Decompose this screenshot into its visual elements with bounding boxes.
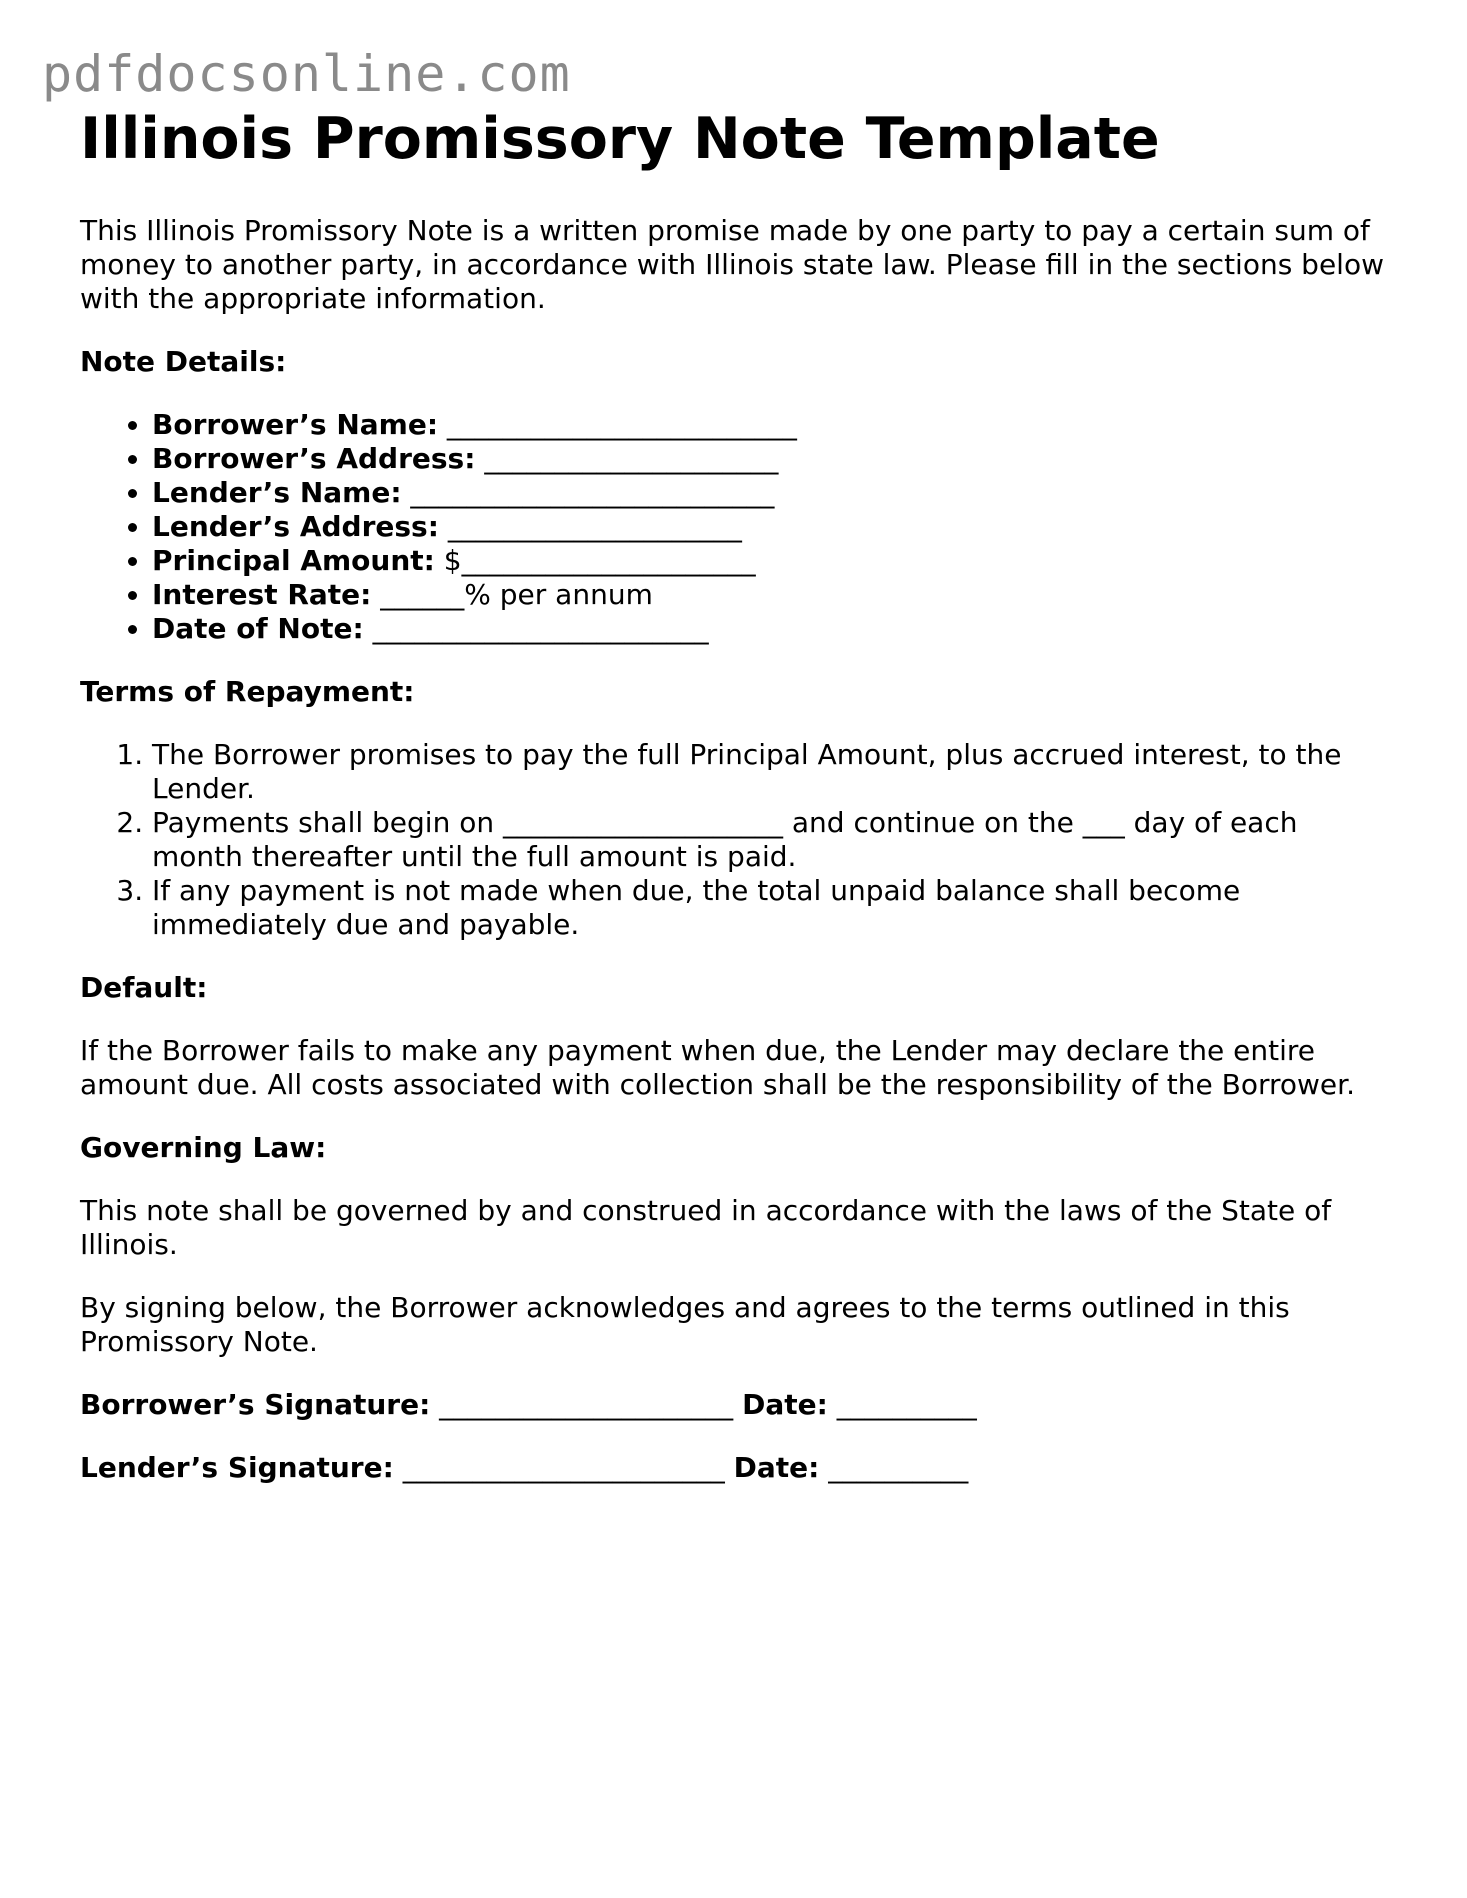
page-title: Illinois Promissory Note Template	[80, 106, 1160, 172]
acknowledgement-paragraph: By signing below, the Borrower acknowledges and agrees to the terms outlined in this Promissory Note.	[80, 1291, 1290, 1358]
field-blank: __________________________	[401, 476, 775, 509]
field-label: Interest Rate:	[152, 578, 372, 611]
lender-date-label: Date:	[733, 1451, 820, 1484]
intro-paragraph: This Illinois Promissory Note is a written promise made by one party to pay a certain sum of money to another party, in accordance with Illinois state law. Please fill in the sections below with the appropriate information.	[80, 214, 1384, 315]
field-label: Principal Amount:	[152, 544, 435, 577]
list-item: 3. If any payment is not made when due, the total unpaid balance shall become immediately due and payable.	[152, 874, 1390, 942]
field-blank: ______% per annum	[371, 578, 653, 611]
document-body	[80, 104, 1390, 1514]
field-blank: $_____________________	[434, 544, 756, 577]
borrower-signature-line	[80, 1388, 1390, 1422]
borrower-signature-label: Borrower’s Signature:	[80, 1388, 431, 1421]
list-item	[152, 544, 1390, 578]
list-item: 1. The Borrower promises to pay the full Principal Amount, plus accrued interest, to the Lender.	[152, 738, 1390, 806]
field-blank: _________________________	[438, 408, 797, 441]
lender-signature-line	[80, 1451, 1390, 1485]
field-label: Date of Note:	[152, 612, 364, 645]
list-item	[152, 476, 1390, 510]
borrower-signature-blank: _____________________	[430, 1388, 743, 1421]
field-blank: _____________________	[438, 510, 742, 543]
lender-date-blank: __________	[819, 1451, 969, 1484]
watermark: pdfdocsonline.com	[42, 45, 571, 103]
list-item	[152, 578, 1390, 612]
lender-signature-label: Lender’s Signature:	[80, 1451, 394, 1484]
borrower-date-blank: __________	[827, 1388, 977, 1421]
field-label: Borrower’s Name:	[152, 408, 439, 441]
field-label: Borrower’s Address:	[152, 442, 476, 475]
default-heading: Default:	[80, 971, 208, 1004]
list-item	[152, 612, 1390, 646]
field-blank: _____________________	[475, 442, 779, 475]
lender-signature-blank: _______________________	[393, 1451, 734, 1484]
field-label: Lender’s Name:	[152, 476, 402, 509]
field-label: Lender’s Address:	[152, 510, 439, 543]
borrower-date-label: Date:	[742, 1388, 828, 1421]
list-item	[152, 408, 1390, 442]
note-details-heading: Note Details:	[80, 345, 287, 378]
governing-law-paragraph: This note shall be governed by and construed in accordance with the laws of the State of Illinois.	[80, 1194, 1332, 1261]
default-paragraph: If the Borrower fails to make any payment when due, the Lender may declare the entire amount due. All costs associated with collection shall be the responsibility of the Borrower.	[80, 1034, 1355, 1101]
note-details-list	[80, 408, 1390, 646]
list-item	[152, 510, 1390, 544]
repayment-heading: Terms of Repayment:	[80, 675, 415, 708]
list-item	[152, 442, 1390, 476]
governing-law-heading: Governing Law:	[80, 1131, 327, 1164]
repayment-list	[80, 738, 1390, 942]
list-item: 2. Payments shall begin on ____________________ and continue on the ___ day of each month thereafter until the full amount is paid.	[152, 806, 1390, 874]
field-blank: ________________________	[363, 612, 709, 645]
